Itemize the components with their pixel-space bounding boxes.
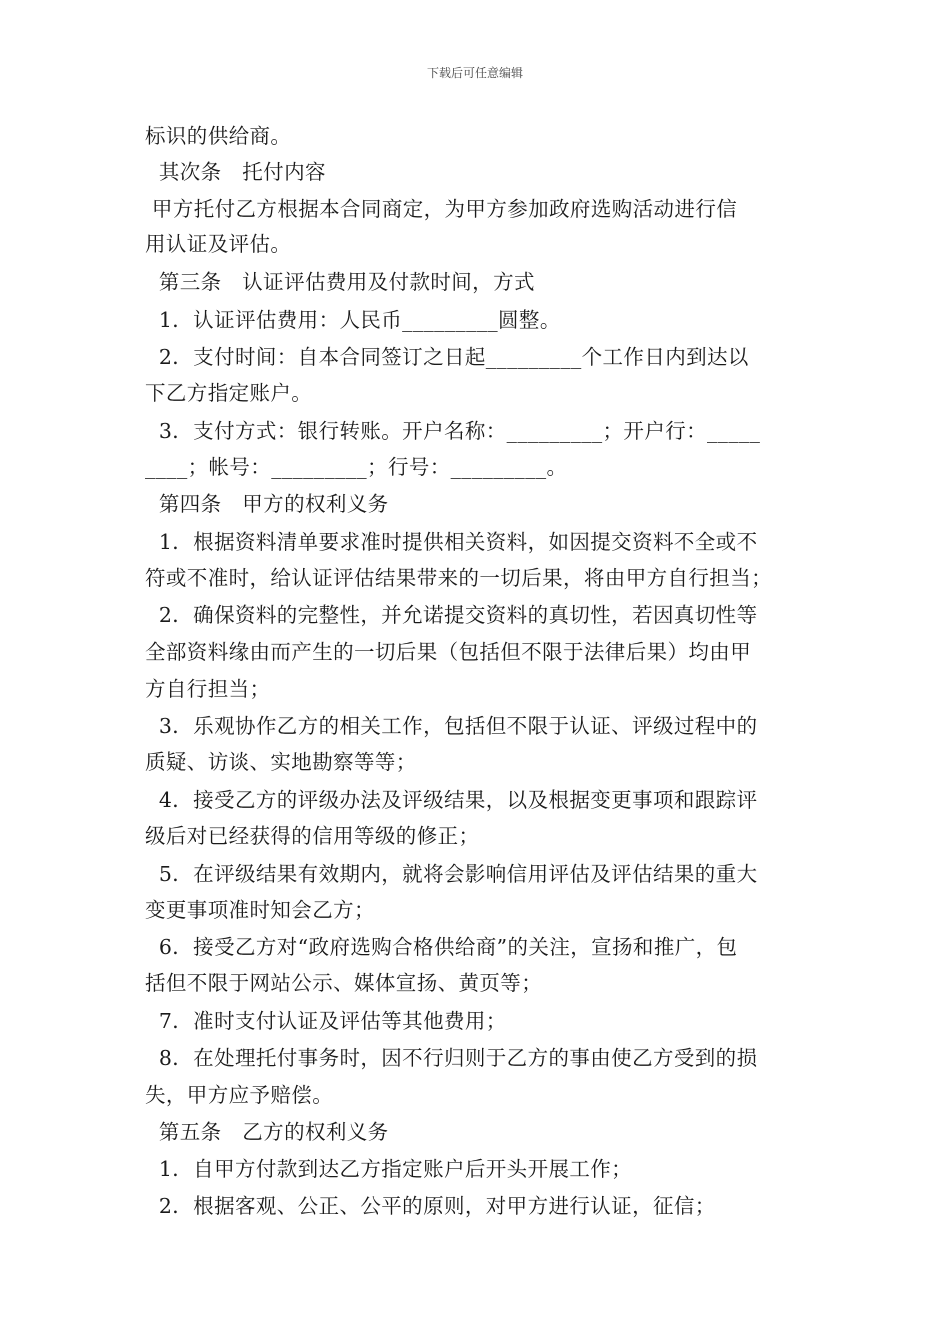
document-line: 第四条 甲方的权利义务 [145,492,389,516]
document-line: 质疑、访谈、实地勘察等等； [145,750,417,774]
document-line: 级后对已经获得的信用等级的修正； [145,824,480,848]
document-line: 括但不限于网站公示、媒体宣扬、黄页等； [145,971,543,995]
document-line: 符或不准时，给认证评估结果带来的一切后果，将由甲方自行担当； [145,566,772,590]
document-line: 4．接受乙方的评级办法及评级结果，以及根据变更事项和跟踪评 [145,788,758,812]
document-line: ____；帐号：_________；行号：_________。 [145,455,568,479]
document-line: 2．根据客观、公正、公平的原则，对甲方进行认证，征信； [145,1194,716,1218]
document-line: 1．认证评估费用：人民币_________圆整。 [145,308,561,332]
document-line: 失，甲方应予赔偿。 [145,1083,334,1107]
document-line: 2．支付时间：自本合同签订之日起_________个工作日内到达以 [145,345,749,369]
document-line: 7．准时支付认证及评估等其他费用； [145,1009,507,1033]
document-line: 标识的供给商。 [145,124,292,148]
document-line: 其次条 托付内容 [145,160,326,184]
document-line: 方自行担当； [145,677,271,701]
document-line: 全部资料缘由而产生的一切后果（包括但不限于法律后果）均由甲 [145,640,752,664]
document-line: 甲方托付乙方根据本合同商定，为甲方参加政府选购活动进行信 [145,197,738,221]
document-line: 3．支付方式：银行转账。开户名称：_________；开户行：_____ [145,419,761,443]
document-line: 6．接受乙方对“政府选购合格供给商”的关注，宣扬和推广，包 [145,935,738,959]
document-line: 8．在处理托付事务时，因不行归则于乙方的事由使乙方受到的损 [145,1046,758,1070]
document-line: 第五条 乙方的权利义务 [145,1120,389,1144]
page-header: 下载后可任意编辑 [426,66,523,80]
document-line: 1．自甲方付款到达乙方指定账户后开头开展工作； [145,1157,633,1181]
document-line: 下乙方指定账户。 [145,381,313,405]
document-line: 1．根据资料清单要求准时提供相关资料，如因提交资料不全或不 [145,530,758,554]
document-line: 3．乐观协作乙方的相关工作，包括但不限于认证、评级过程中的 [145,714,758,738]
document-line: 用认证及评估。 [145,232,292,256]
document-line: 第三条 认证评估费用及付款时间，方式 [145,270,535,294]
document-line: 5．在评级结果有效期内，就将会影响信用评估及评估结果的重大 [145,862,758,886]
document-line: 变更事项准时知会乙方； [145,898,375,922]
document-line: 2．确保资料的完整性，并允诺提交资料的真切性，若因真切性等 [145,603,758,627]
